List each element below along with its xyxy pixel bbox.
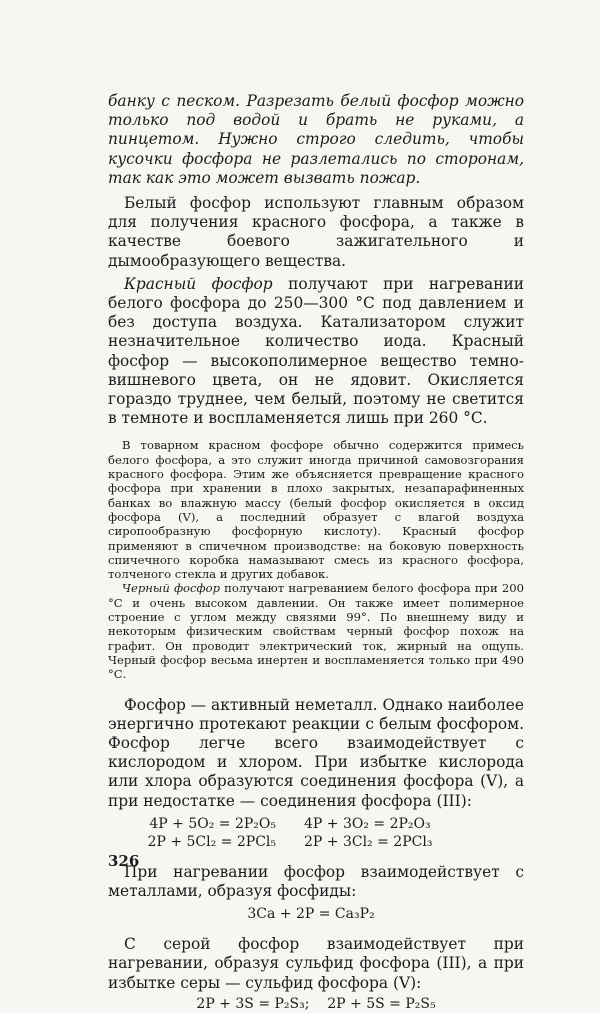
equation-p2o3: 4P + 3O₂ = 2P₂O₃ (304, 815, 431, 832)
paragraph-white-phosphorus-use: Белый фосфор используют главным образом для получения красного фосфора, а также в качестве боевого зажигательного и дымообразующего вещества. (108, 194, 524, 270)
equation-sulfides: 2P + 3S = P₂S₃; 2P + 5S = P₂S₅ (196, 995, 436, 1012)
smallprint-red-phosphorus-note: В товарном красном фосфоре обычно содержится примесь белого фосфора, а это служит иногда причиной самовозгорания красного фосфора. Этим же объясняется превращение красного фосфора при хранении в плохо закрытых, незапарафиненных банках во влажную массу (белый фосфор окисляется в оксид фосфора (V), а последний образует с влагой воздуха сиропообразную фосфорную кислоту). Красный фосфор применяют в спичечном производстве: на боковую поверхность спичечного коробка намазывают смесь из красного фосфора, толченого стекла и других добавок. (108, 438, 524, 582)
paragraph-safety-warning: банку с песком. Разрезать белый фосфор можно только под водой и брать не руками, а пинцетом. Нужно строго следить, чтобы кусочки фосфора не разлетались по сторонам, так как это может вызвать пожар. (108, 92, 524, 187)
page-number: 326 (108, 852, 140, 870)
equation-ca3p2: 3Ca + 2P = Ca₃P₂ (247, 906, 375, 923)
paragraph-phosphides: При нагревании фосфор взаимодействует с металлами, образуя фосфиды: (108, 862, 524, 900)
black-phosphorus-text: получают нагреванием белого фосфора при 200 °С и очень высоком давлении. Он также имеет полимерное строение с углом между связями 99°. По внешнему виду и некоторым физическим свойствам черный фосфор похож на графит. Он проводит электрический ток, жирный на ощупь. Черный фосфор весьма инертен и воспламеняется только при 490 °С. (108, 581, 525, 682)
smallprint-black-phosphorus (108, 581, 524, 681)
equation-p2o5: 4P + 5O₂ = 2P₂O₅ (149, 815, 276, 832)
term-black-phosphorus: Черный фосфор (122, 581, 220, 596)
equation-row-oxides (108, 815, 524, 833)
paragraph-red-phosphorus (108, 275, 524, 429)
equation-row-chlorides (108, 833, 524, 851)
equations-oxygen-chlorine (108, 815, 524, 851)
red-phosphorus-text: получают при нагревании белого фосфора до 250—300 °С под давлением и без доступа воздуха. Катализатором служит незначительное количество иода. Красный фосфор — высокополимерное вещество темно-вишневого цвета, он не ядовит. Окисляется гораздо труднее, чем белый, поэтому не светится в темноте и воспламеняется лишь при 260 °С. (108, 274, 524, 428)
paragraph-sulfides: С серой фосфор взаимодействует при нагревании, образуя сульфид фосфора (III), а при избытке серы — сульфид фосфора (V): (108, 935, 524, 992)
term-red-phosphorus: Красный фосфор (124, 274, 273, 293)
equation-pcl5: 2P + 5Cl₂ = 2PCl₅ (147, 833, 276, 850)
equation-pcl3: 2P + 3Cl₂ = 2PCl₃ (304, 833, 433, 850)
paragraph-phosphorus-reactivity: Фосфор — активный неметалл. Однако наиболее энергично протекают реакции с белым фосфором. Фосфор легче всего взаимодействует с кислородом и хлором. При избытке кислорода или хлора образуются соединения фосфора (V), а при недостатке — соединения фосфора (III): (108, 695, 524, 810)
main-text-column (108, 92, 524, 1013)
